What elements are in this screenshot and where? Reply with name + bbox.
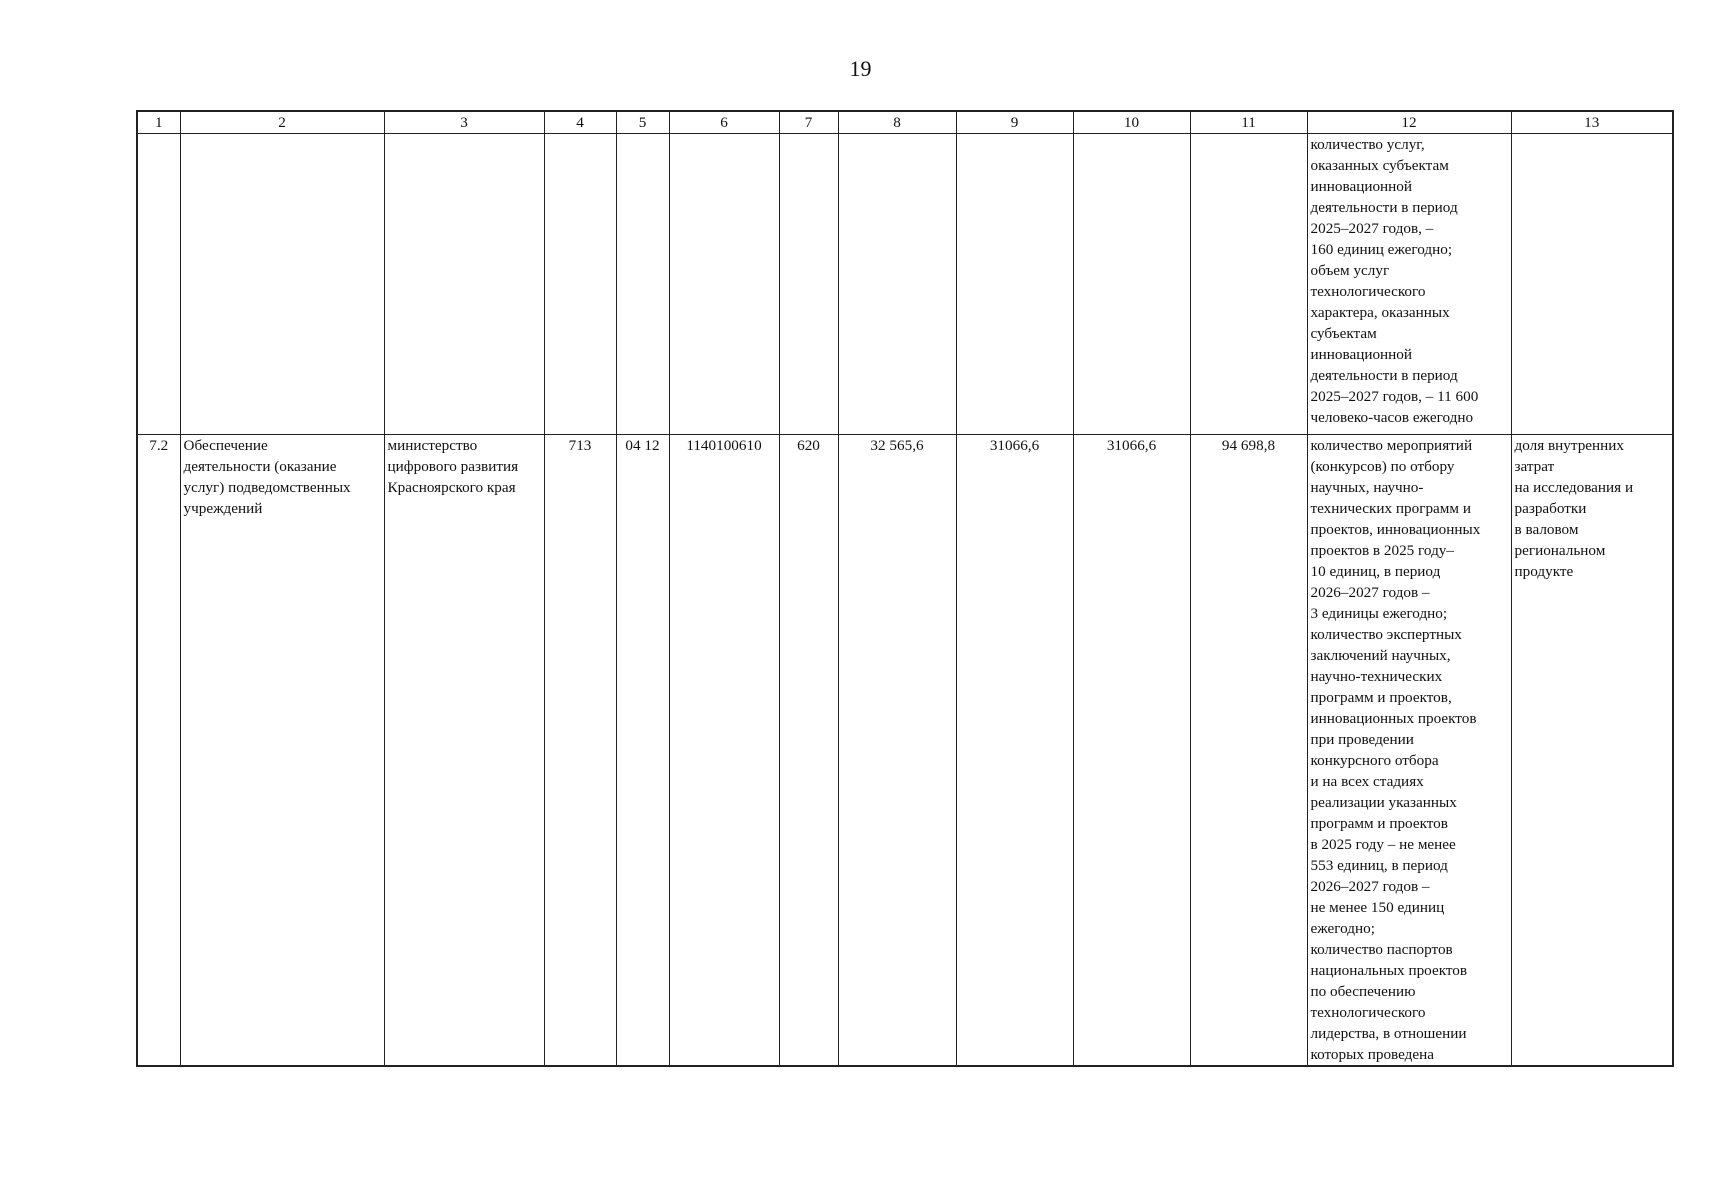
column-header: 12 bbox=[1307, 111, 1511, 134]
column-header: 1 bbox=[137, 111, 180, 134]
table-cell bbox=[838, 134, 956, 435]
page-number: 19 bbox=[849, 56, 872, 81]
amount-total-cell: 94 698,8 bbox=[1190, 435, 1307, 1067]
table-cell bbox=[779, 134, 838, 435]
amount-2025-cell: 32 565,6 bbox=[838, 435, 956, 1067]
amount-2027-cell: 31066,6 bbox=[1073, 435, 1190, 1067]
table-cell bbox=[1511, 134, 1673, 435]
indicator-cell: количество услуг, оказанных субъектам инновационной деятельности в период 2025–2027 годов, – 160 единиц ежегодно; объем услуг технологического характера, оказанных субъектам инновационной деятельности в период 2025–2027 годов, – 11 600 человеко-часов ежегодно bbox=[1307, 134, 1511, 435]
table-cell bbox=[1190, 134, 1307, 435]
table-cell bbox=[180, 134, 384, 435]
column-header: 9 bbox=[956, 111, 1073, 134]
grbs-code-cell: 713 bbox=[544, 435, 616, 1067]
amount-2026-cell: 31066,6 bbox=[956, 435, 1073, 1067]
column-header: 3 bbox=[384, 111, 544, 134]
table-cell bbox=[616, 134, 669, 435]
table-cell bbox=[1073, 134, 1190, 435]
row-number-cell: 7.2 bbox=[137, 435, 180, 1067]
target-indicator-cell: доля внутренних затрат на исследования и разработки в валовом региональном продукте bbox=[1511, 435, 1673, 1067]
table-cell bbox=[669, 134, 779, 435]
executor-cell: министерство цифрового развития Красноярского края bbox=[384, 435, 544, 1067]
table-cell bbox=[956, 134, 1073, 435]
target-article-cell: 1140100610 bbox=[669, 435, 779, 1067]
column-header: 6 bbox=[669, 111, 779, 134]
column-header: 10 bbox=[1073, 111, 1190, 134]
section-code-cell: 04 12 bbox=[616, 435, 669, 1067]
table-row-7-2 bbox=[137, 435, 1673, 1067]
table-row-continuation bbox=[137, 134, 1673, 435]
column-header: 4 bbox=[544, 111, 616, 134]
activity-name-cell: Обеспечение деятельности (оказание услуг) подведомственных учреждений bbox=[180, 435, 384, 1067]
column-header: 11 bbox=[1190, 111, 1307, 134]
budget-table bbox=[136, 110, 1674, 1067]
column-header: 8 bbox=[838, 111, 956, 134]
expense-type-cell: 620 bbox=[779, 435, 838, 1067]
column-number-row bbox=[137, 111, 1673, 134]
column-header: 2 bbox=[180, 111, 384, 134]
column-header: 5 bbox=[616, 111, 669, 134]
table-cell bbox=[137, 134, 180, 435]
column-header: 13 bbox=[1511, 111, 1673, 134]
indicator-cell: количество мероприятий (конкурсов) по отбору научных, научно- технических программ и проектов, инновационных проектов в 2025 году– 10 единиц, в период 2026–2027 годов – 3 единицы ежегодно; количество экспертных заключений научных, научно-технических программ и проектов, инновационных проектов при проведении конкурсного отбора и на всех стадиях реализации указанных программ и проектов в 2025 году – не менее 553 единиц, в период 2026–2027 годов – не менее 150 единиц ежегодно; количество паспортов национальных проектов по обеспечению технологического лидерства, в отношении которых проведена bbox=[1307, 435, 1511, 1067]
column-header: 7 bbox=[779, 111, 838, 134]
table-cell bbox=[544, 134, 616, 435]
table-cell bbox=[384, 134, 544, 435]
